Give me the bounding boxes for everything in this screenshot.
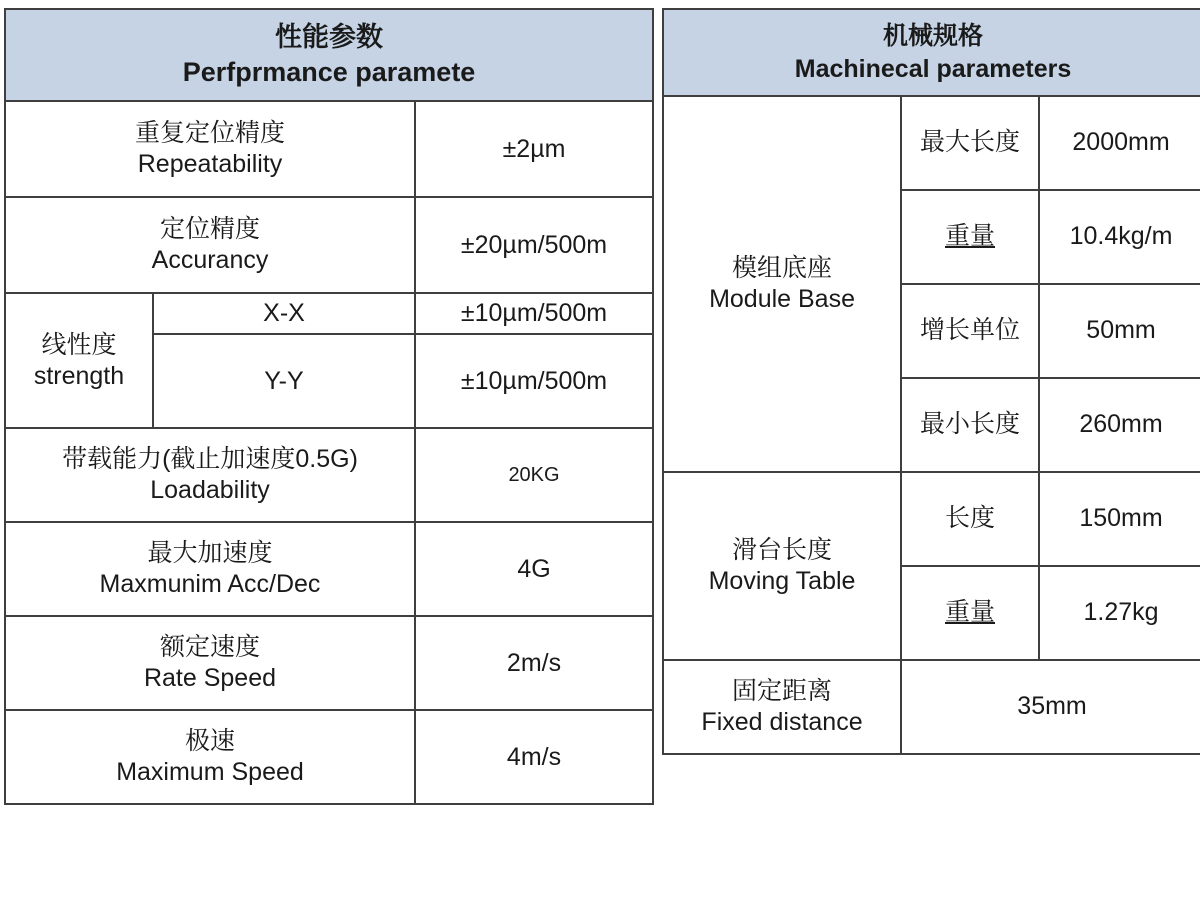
- table-row: [5, 710, 653, 804]
- performance-header-en: Perfprmance paramete: [182, 57, 476, 88]
- row-label-rate-speed: [5, 616, 415, 710]
- performance-header-cn: 性能参数: [275, 22, 384, 52]
- table-row: [663, 9, 1200, 96]
- label-text: 重量: [945, 222, 996, 251]
- label-en: Repeatability: [137, 150, 283, 179]
- label-cn: 固定距离: [732, 676, 833, 705]
- group-label-module-base: [663, 96, 901, 472]
- label-en: Rate Speed: [143, 664, 277, 693]
- table-row: [5, 9, 653, 101]
- table-row: [5, 616, 653, 710]
- mechanical-header-cn: 机械规格: [883, 22, 984, 50]
- value-linearity-xx: ±10µm/500m: [415, 293, 653, 334]
- table-row: [5, 293, 653, 334]
- value-repeatability: ±2µm: [415, 101, 653, 197]
- label-table-length: 长度: [901, 472, 1039, 566]
- label-en: Maximum Speed: [116, 758, 304, 787]
- label-en: strength: [33, 361, 125, 390]
- row-label-accuracy: [5, 197, 415, 293]
- row-label-repeatability: [5, 101, 415, 197]
- row-label-linearity: [5, 293, 153, 428]
- label-en: Fixed distance: [701, 708, 863, 736]
- group-label-moving-table: [663, 472, 901, 660]
- table-row: [663, 472, 1200, 566]
- value-module-increment-unit: 50mm: [1039, 284, 1200, 378]
- row-label-loadability: [5, 428, 415, 522]
- label-en: Loadability: [150, 476, 270, 505]
- label-fixed-distance: [663, 660, 901, 754]
- row-label-maximum-speed: [5, 710, 415, 804]
- mechanical-header-en: Machinecal parameters: [794, 54, 1072, 83]
- value-max-acceleration: 4G: [415, 522, 653, 616]
- value-accuracy: ±20µm/500m: [415, 197, 653, 293]
- mechanical-table-header: [663, 9, 1200, 96]
- mechanical-parameters-table: [662, 8, 1200, 755]
- value-rate-speed: 2m/s: [415, 616, 653, 710]
- label-cn: 模组底座: [732, 253, 833, 282]
- value-maximum-speed: 4m/s: [415, 710, 653, 804]
- label-module-increment-unit: 增长单位: [901, 284, 1039, 378]
- label-en: Moving Table: [708, 567, 856, 595]
- table-row: [5, 522, 653, 616]
- value-module-weight: 10.4kg/m: [1039, 190, 1200, 284]
- label-cn: 带载能力(截止加速度0.5G): [62, 445, 358, 474]
- table-row: [663, 660, 1200, 754]
- value-fixed-distance: 35mm: [901, 660, 1200, 754]
- label-module-max-length: 最大长度: [901, 96, 1039, 190]
- label-en: Accurancy: [151, 246, 269, 275]
- label-en: Maxmunim Acc/Dec: [99, 570, 321, 599]
- sub-label-yy: Y-Y: [153, 334, 415, 428]
- table-row: [663, 96, 1200, 190]
- label-table-weight: [901, 566, 1039, 660]
- label-module-min-length: 最小长度: [901, 378, 1039, 472]
- value-module-min-length: 260mm: [1039, 378, 1200, 472]
- label-text: 重量: [945, 598, 996, 627]
- label-cn: 滑台长度: [732, 535, 833, 564]
- label-cn: 最大加速度: [147, 539, 273, 568]
- label-cn: 重复定位精度: [134, 118, 285, 147]
- value-linearity-yy: ±10µm/500m: [415, 334, 653, 428]
- value-table-length: 150mm: [1039, 472, 1200, 566]
- table-row: [5, 197, 653, 293]
- value-table-weight: 1.27kg: [1039, 566, 1200, 660]
- row-label-max-acceleration: [5, 522, 415, 616]
- label-cn: 极速: [184, 727, 235, 756]
- performance-parameters-table: [4, 8, 654, 805]
- value-module-max-length: 2000mm: [1039, 96, 1200, 190]
- value-loadability: 20KG: [415, 428, 653, 522]
- label-cn: 额定速度: [159, 633, 260, 662]
- label-module-weight: [901, 190, 1039, 284]
- performance-table-header: [5, 9, 653, 101]
- label-en: Module Base: [709, 285, 855, 313]
- label-cn: 定位精度: [159, 214, 260, 243]
- table-row: [5, 428, 653, 522]
- label-cn: 线性度: [41, 330, 117, 359]
- table-row: [5, 101, 653, 197]
- sub-label-xx: X-X: [153, 293, 415, 334]
